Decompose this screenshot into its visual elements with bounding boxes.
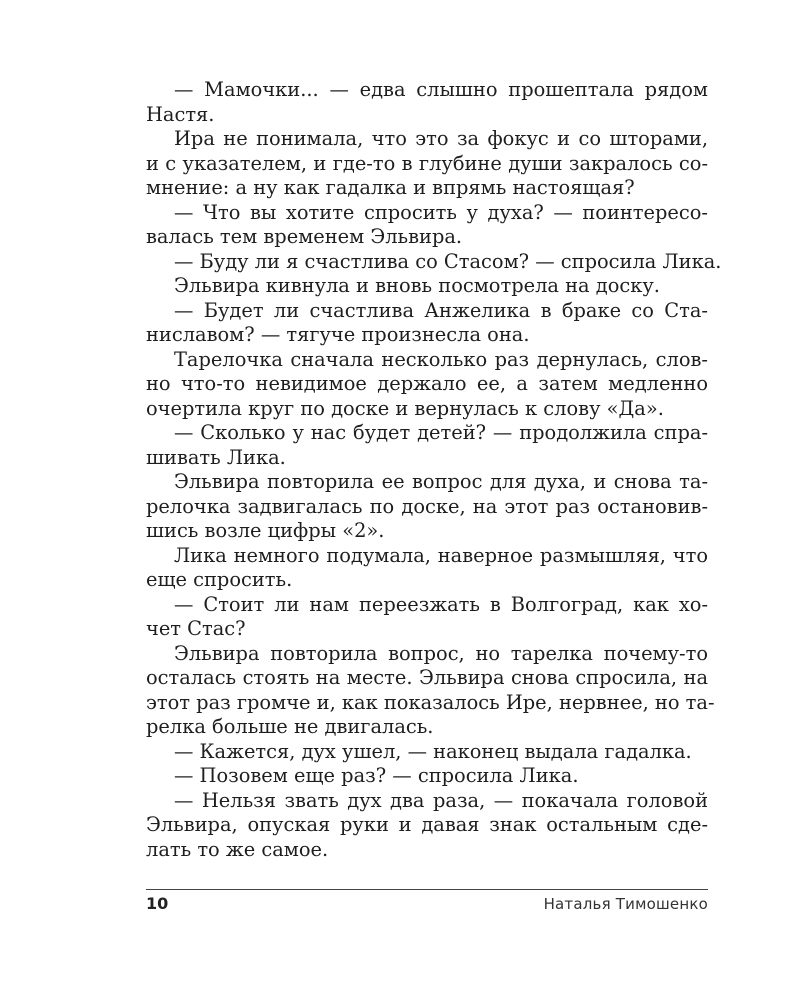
text-line: мнение: а ну как гадалка и впрямь настоящая? [146, 176, 635, 199]
text-line: — Позовем еще раз? — спросила Лика. [174, 764, 579, 787]
text-line: Эльвира повторила вопрос, но тарелка почему-то [174, 641, 708, 665]
text-line: — Кажется, дух ушел, — наконец выдала гадалка. [174, 739, 692, 763]
text-line: Ира не понимала, что это за фокус и со шторами, [174, 127, 708, 150]
text-line: Эльвира кивнула и вновь посмотрела на доску. [174, 274, 660, 297]
text-line: осталась стоять на месте. Эльвира снова спросила, на [146, 666, 708, 689]
footer-divider [146, 889, 708, 890]
text-line: — Будет ли счастлива Анжелика в браке со Ста- [174, 298, 708, 322]
text-line: очертила круг по доске и вернулась к слову «Да». [146, 396, 664, 420]
text-line: и с указателем, и где-то в глубине души закралось со- [146, 151, 708, 175]
text-line: Тарелочка сначала несколько раз дернулась, слов- [174, 347, 708, 371]
text-line: Лика немного подумала, наверное размышляя, что [174, 543, 708, 567]
text-line: — Буду ли я счастлива со Стасом? — спросила Лика. [174, 249, 722, 273]
text-line: — Что вы хотите спросить у духа? — поинтересо- [174, 200, 708, 224]
text-line: шивать Лика. [146, 445, 286, 469]
text-line: релка больше не двигалась. [146, 715, 434, 738]
page-number: 10 [146, 894, 169, 913]
text-line: еще спросить. [146, 568, 293, 591]
text-line: релочка задвигалась по доске, на этот раз остановив- [146, 494, 708, 518]
text-line: — Нельзя звать дух два раза, — покачала головой [174, 788, 708, 812]
page-body-text [146, 78, 722, 862]
text-line: валась тем временем Эльвира. [146, 225, 463, 248]
text-line: лать то же самое. [146, 837, 329, 861]
text-line: Настя. [146, 102, 215, 126]
text-line: Эльвира, опуская руки и давая знак остальным сде- [146, 813, 708, 836]
text-line: Эльвира повторила ее вопрос для духа, и снова та- [174, 470, 708, 493]
running-footer-author: Наталья Тимошенко [543, 895, 708, 913]
text-line: чет Стас? [146, 617, 246, 640]
text-line: но что-то невидимое держало ее, а затем медленно [146, 372, 708, 395]
text-line: — Сколько у нас будет детей? — продолжила спра- [174, 421, 708, 444]
text-line: — Мамочки... — едва слышно прошептала рядом [174, 78, 708, 101]
text-line: — Стоит ли нам переезжать в Волгоград, как хо- [174, 592, 708, 616]
text-line: этот раз громче и, как показалось Ире, нервнее, но та- [146, 690, 715, 714]
text-line: ниславом? — тягуче произнесла она. [146, 323, 530, 346]
text-line: шись возле цифры «2». [146, 519, 385, 542]
